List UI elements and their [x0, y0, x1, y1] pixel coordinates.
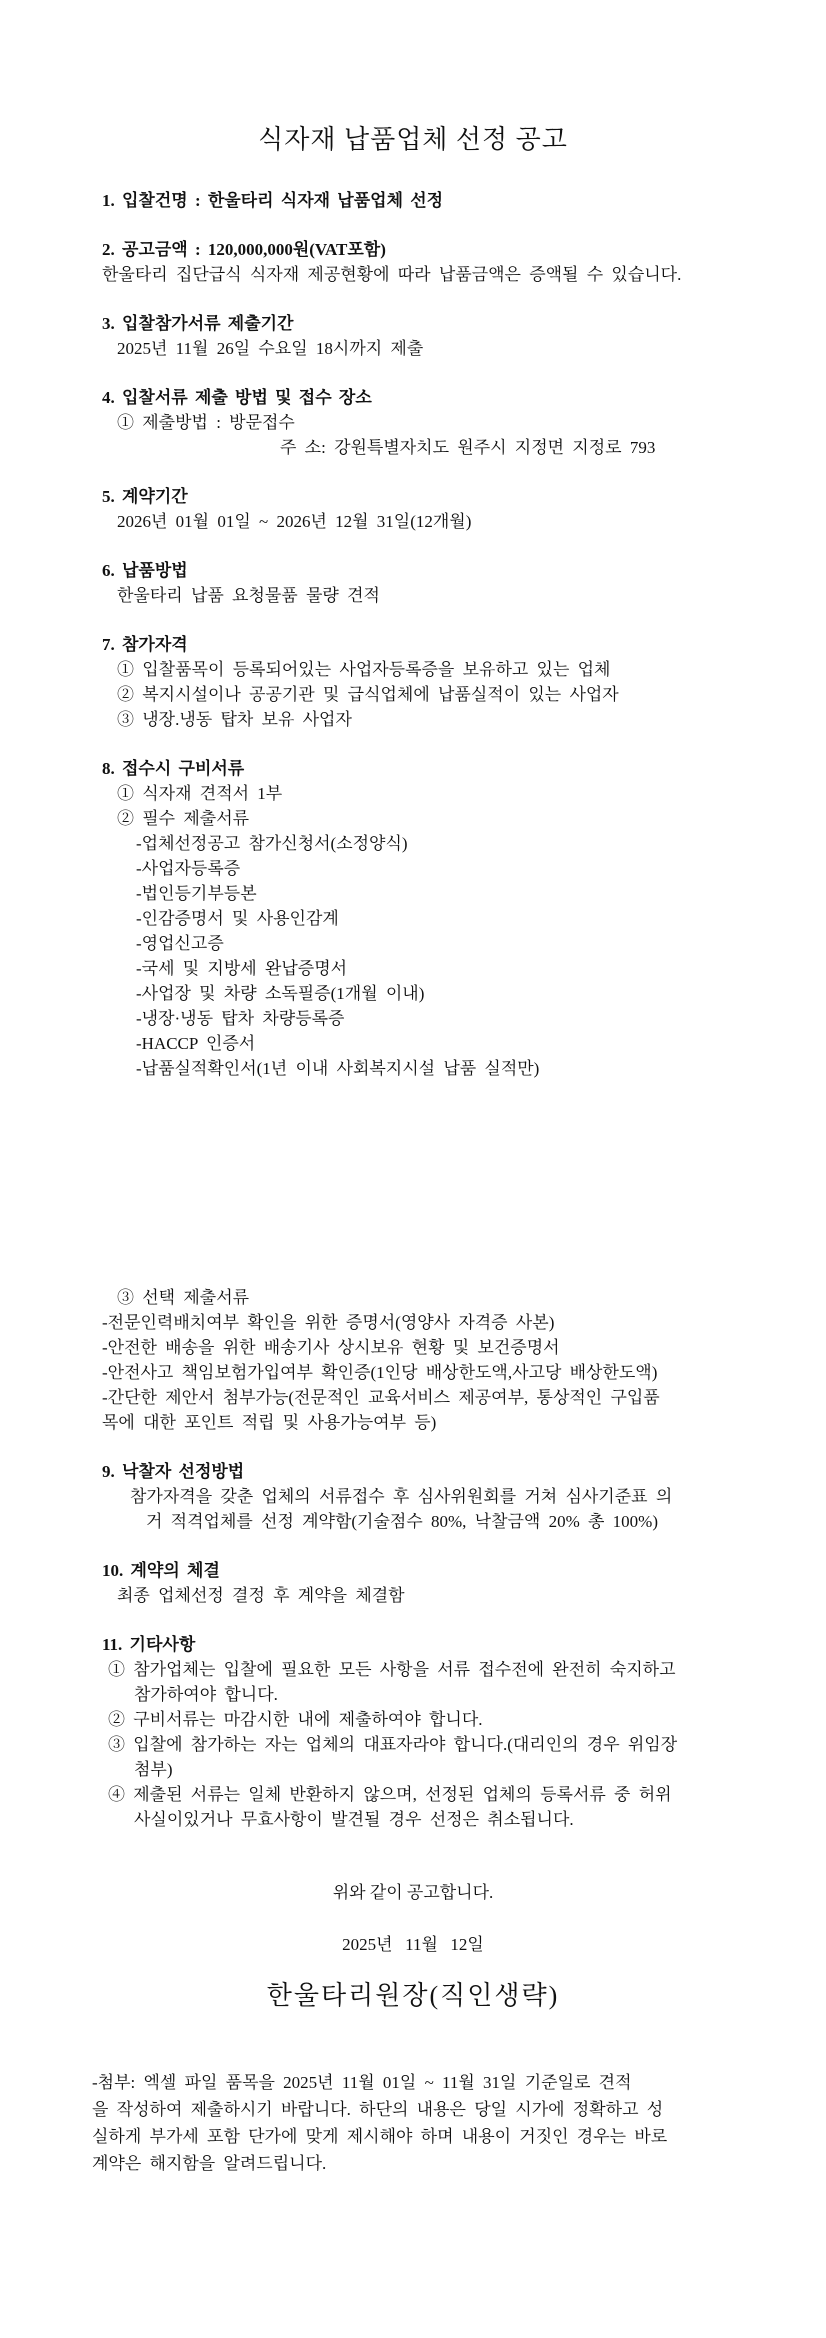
doc-line: 2026년 01월 01일 ~ 2026년 12월 31일(12개월) — [117, 512, 472, 531]
attachment-line: -첨부: 엑셀 파일 품목을 2025년 11월 01일 ~ 11월 31일 기준일로 견적 — [92, 2073, 632, 2092]
section-contract-conclusion — [102, 1558, 710, 1608]
doc-line: -인감증명서 및 사용인감계 — [136, 909, 339, 928]
announcement-date: 2025년 11월 12일 — [342, 1935, 484, 1954]
doc-line: -국세 및 지방세 완납증명서 — [136, 959, 348, 978]
section-contract-period — [102, 484, 710, 534]
doc-line: ③ 입찰에 참가하는 자는 업체의 대표자라야 합니다.(대리인의 경우 위임장 — [108, 1735, 678, 1754]
section-announced-amount — [102, 237, 710, 287]
doc-line: -안전사고 책임보험가입여부 확인증(1인당 배상한도액,사고당 배상한도액) — [102, 1363, 658, 1382]
section-heading: 6. 납품방법 — [102, 561, 188, 580]
doc-line: 사실이있거나 무효사항이 발견될 경우 선정은 취소됩니다. — [134, 1810, 574, 1829]
doc-line: ① 참가업체는 입찰에 필요한 모든 사항을 서류 접수전에 완전히 숙지하고 — [108, 1660, 676, 1679]
doc-line: ④ 제출된 서류는 일체 반환하지 않으며, 선정된 업체의 등록서류 중 허위 — [108, 1785, 672, 1804]
doc-line: 목에 대한 포인트 적립 및 사용가능여부 등) — [102, 1413, 437, 1432]
section-required-documents — [102, 756, 710, 1435]
doc-line: -법인등기부등본 — [136, 884, 257, 903]
doc-line: -냉장·냉동 탑차 차량등록증 — [136, 1009, 345, 1028]
doc-line: ① 입찰품목이 등록되어있는 사업자등록증을 보유하고 있는 업체 — [117, 660, 611, 679]
doc-line: 한울타리 집단급식 식자재 제공현황에 따라 납품금액은 증액될 수 있습니다. — [102, 265, 682, 284]
section-heading: 11. 기타사항 — [102, 1635, 196, 1654]
section-winner-selection — [102, 1459, 710, 1534]
doc-line: 최종 업체선정 결정 후 계약을 체결함 — [117, 1586, 405, 1605]
page-break-gap — [102, 1081, 710, 1285]
section-heading: 7. 참가자격 — [102, 635, 188, 654]
doc-line: ① 식자재 견적서 1부 — [117, 784, 283, 803]
doc-line: 한울타리 납품 요청물품 물량 견적 — [117, 586, 380, 605]
doc-line: -HACCP 인증서 — [136, 1034, 256, 1053]
section-submission-period — [102, 311, 710, 361]
doc-line: -사업자등록증 — [136, 859, 241, 878]
section-heading: 2. 공고금액 : 120,000,000원(VAT포함) — [102, 240, 386, 259]
doc-line: -영업신고증 — [136, 934, 224, 953]
doc-line: ① 제출방법 : 방문접수 — [117, 413, 295, 432]
doc-title: 식자재 납품업체 선정 공고 — [258, 125, 568, 154]
closing-statement: 위와 같이 공고합니다. — [332, 1883, 494, 1902]
doc-line: -전문인력배치여부 확인을 위한 증명서(영양사 자격증 사본) — [102, 1313, 555, 1332]
doc-line: ③ 냉장.냉동 탑차 보유 사업자 — [117, 710, 352, 729]
attachment-note — [92, 2069, 710, 2177]
section-heading: 5. 계약기간 — [102, 487, 188, 506]
section-bid-name — [102, 188, 710, 213]
doc-line: 참가자격을 갖춘 업체의 서류접수 후 심사위원회를 거쳐 심사기준표 의 — [130, 1487, 673, 1506]
section-heading: 9. 낙찰자 선정방법 — [102, 1462, 245, 1481]
signature-line: 한울타리원장(직인생략) — [266, 1981, 560, 2010]
doc-line-address: 주 소: 강원특별자치도 원주시 지정면 지정로 793 — [280, 438, 656, 457]
doc-line: ② 복지시설이나 공공기관 및 급식업체에 납품실적이 있는 사업자 — [117, 685, 619, 704]
attachment-line: 실하게 부가세 포함 단가에 맞게 제시해야 하며 내용이 거짓인 경우는 바로 — [92, 2127, 668, 2146]
doc-line: ③ 선택 제출서류 — [117, 1288, 250, 1307]
section-heading: 3. 입찰참가서류 제출기간 — [102, 314, 294, 333]
section-heading: 4. 입찰서류 제출 방법 및 접수 장소 — [102, 388, 372, 407]
section-heading: 10. 계약의 체결 — [102, 1561, 220, 1580]
section-heading: 1. 입찰건명 : 한울타리 식자재 납품업체 선정 — [102, 191, 444, 210]
doc-line: ② 구비서류는 마감시한 내에 제출하여야 합니다. — [108, 1710, 483, 1729]
section-submission-method — [102, 385, 710, 460]
attachment-line: 계약은 해지함을 알려드립니다. — [92, 2154, 327, 2173]
section-miscellaneous — [102, 1632, 710, 1832]
attachment-line: 을 작성하여 제출하시기 바랍니다. 하단의 내용은 당일 시가에 정확하고 성 — [92, 2100, 664, 2119]
doc-line: 첨부) — [134, 1760, 173, 1779]
doc-line: 거 적격업체를 선정 계약함(기술점수 80%, 낙찰금액 20% 총 100%) — [146, 1512, 658, 1531]
doc-line: -사업장 및 차량 소독필증(1개월 이내) — [136, 984, 425, 1003]
section-eligibility — [102, 632, 710, 732]
section-delivery-method — [102, 558, 710, 608]
doc-line: -간단한 제안서 첨부가능(전문적인 교육서비스 제공여부, 통상적인 구입품 — [102, 1388, 660, 1407]
doc-line: -납품실적확인서(1년 이내 사회복지시설 납품 실적만) — [136, 1059, 540, 1078]
doc-line: -안전한 배송을 위한 배송기사 상시보유 현황 및 보건증명서 — [102, 1338, 560, 1357]
section-heading: 8. 접수시 구비서류 — [102, 759, 245, 778]
doc-line: -업체선정공고 참가신청서(소정양식) — [136, 834, 408, 853]
doc-line: 2025년 11월 26일 수요일 18시까지 제출 — [117, 339, 424, 358]
doc-line: 참가하여야 합니다. — [134, 1685, 278, 1704]
doc-line: ② 필수 제출서류 — [117, 809, 250, 828]
